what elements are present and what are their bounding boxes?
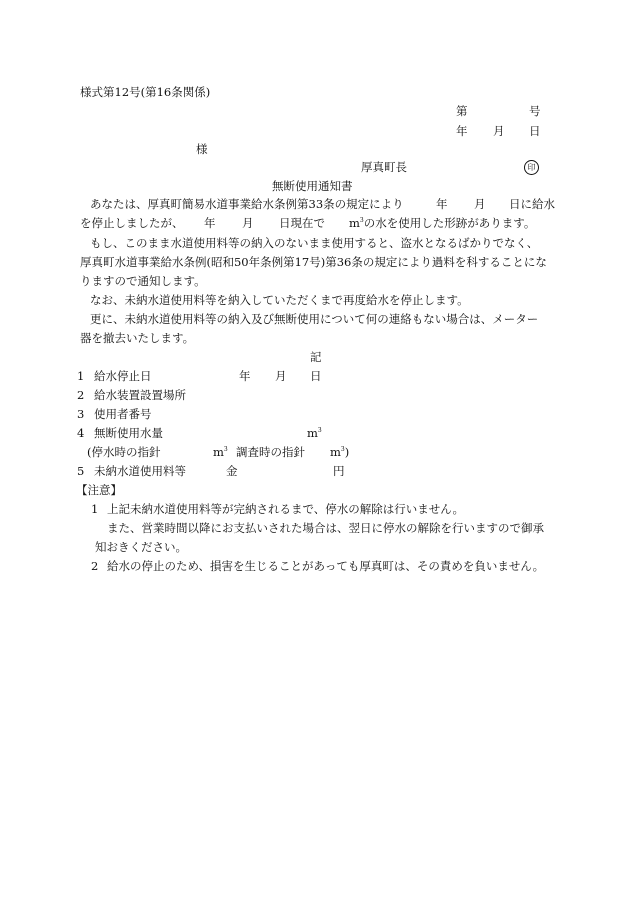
paragraph-1-line-1: あなたは、厚真町簡易水道事業給水条例第33条の規定により bbox=[90, 197, 404, 211]
date-year: 年 bbox=[456, 124, 468, 138]
p1-l1-day-stop: 日に給水 bbox=[509, 197, 555, 211]
date-day: 日 bbox=[529, 124, 541, 138]
doc-number-dai: 第 bbox=[456, 104, 468, 118]
item-4-unit bbox=[307, 426, 322, 440]
addressee-sama: 様 bbox=[196, 142, 208, 156]
note-1-line-2: また、営業時間以降にお支払いされた場合は、翌日に停水の解除を行いますので御承 bbox=[107, 521, 544, 535]
p1-l1-year: 年 bbox=[436, 197, 448, 211]
paragraph-3-line-1: なお、未納水道使用料等を納入していただくまで再度給水を停止します。 bbox=[90, 293, 469, 307]
date-month: 月 bbox=[493, 124, 505, 138]
item-5-label: 未納水道使用料等 bbox=[94, 464, 186, 478]
unit-m: m bbox=[213, 445, 224, 459]
unit-sup: 3 bbox=[317, 427, 322, 435]
p1-l2-month: 月 bbox=[242, 216, 254, 230]
item-3-label: 使用者番号 bbox=[94, 407, 152, 421]
p1-l2-rest: の水を使用した形跡があります。 bbox=[363, 216, 536, 230]
p1-l2-volume bbox=[349, 216, 535, 230]
ki-heading: 記 bbox=[310, 350, 322, 364]
item-4-sub-unit-1 bbox=[213, 445, 228, 459]
issuer: 厚真町長 bbox=[361, 160, 407, 174]
unit-m: m bbox=[349, 216, 360, 230]
unit-sup: 3 bbox=[340, 446, 345, 454]
unit-sup: 3 bbox=[223, 446, 228, 454]
paragraph-2-line-1: もし、このまま水道使用料等の納入のないまま使用すると、盗水となるばかりでなく、 bbox=[90, 236, 539, 250]
item-1-year: 年 bbox=[239, 369, 251, 383]
item-4-sub-survey-reading: 調査時の指針 bbox=[236, 445, 305, 459]
paragraph-4-line-2: 器を撤去いたします。 bbox=[80, 331, 195, 345]
paragraph-2-line-2: 厚真町水道事業給水条例(昭和50年条例第17号)第36条の規定により過料を科することにな bbox=[80, 255, 547, 269]
document-title: 無断使用通知書 bbox=[272, 179, 353, 193]
unit-sup: 3 bbox=[359, 217, 364, 225]
item-1-label: 給水停止日 bbox=[94, 369, 152, 383]
item-2-number: 2 bbox=[77, 388, 85, 402]
paragraph-1-line-2: を停止しましたが、 bbox=[80, 216, 184, 230]
paragraph-2-line-3: りますので通知します。 bbox=[80, 274, 206, 288]
item-4-sub-stop-reading: (停水時の指針 bbox=[87, 445, 161, 459]
item-4-number: 4 bbox=[77, 426, 85, 440]
p1-l1-month: 月 bbox=[474, 197, 486, 211]
p1-l2-year: 年 bbox=[204, 216, 216, 230]
item-1-day: 日 bbox=[310, 369, 322, 383]
item-1-number: 1 bbox=[77, 369, 85, 383]
item-4-sub-unit-2 bbox=[330, 445, 349, 459]
unit-m: m bbox=[307, 426, 318, 440]
note-1-line-3: 知おきください。 bbox=[95, 540, 187, 554]
item-5-number: 5 bbox=[77, 464, 85, 478]
paragraph-4-line-1: 更に、未納水道使用料等の納入及び無断使用について何の連絡もない場合は、メーター bbox=[90, 312, 539, 326]
note-1-line-1: 上記未納水道使用料等が完納されるまで、停水の解除は行いません。 bbox=[107, 502, 464, 516]
item-5-en: 円 bbox=[333, 464, 345, 478]
note-2-line-1: 給水の停止のため、損害を生じることがあっても厚真町は、その責めを負いません。 bbox=[107, 559, 545, 573]
item-3-number: 3 bbox=[77, 407, 85, 421]
form-number: 様式第12号(第16条関係) bbox=[80, 85, 211, 99]
seal-text: 印 bbox=[524, 160, 539, 175]
item-4-label: 無断使用水量 bbox=[94, 426, 163, 440]
note-2-number: 2 bbox=[91, 559, 99, 573]
p1-l2-day: 日現在で bbox=[279, 216, 325, 230]
item-2-label: 給水装置設置場所 bbox=[94, 388, 186, 402]
item-5-kin: 金 bbox=[226, 464, 238, 478]
doc-number-go: 号 bbox=[529, 104, 541, 118]
unit-m: m bbox=[330, 445, 341, 459]
notes-heading: 【注意】 bbox=[76, 483, 122, 497]
item-1-month: 月 bbox=[275, 369, 287, 383]
close-paren: ) bbox=[344, 445, 350, 459]
note-1-number: 1 bbox=[91, 502, 99, 516]
seal-mark bbox=[524, 159, 539, 175]
